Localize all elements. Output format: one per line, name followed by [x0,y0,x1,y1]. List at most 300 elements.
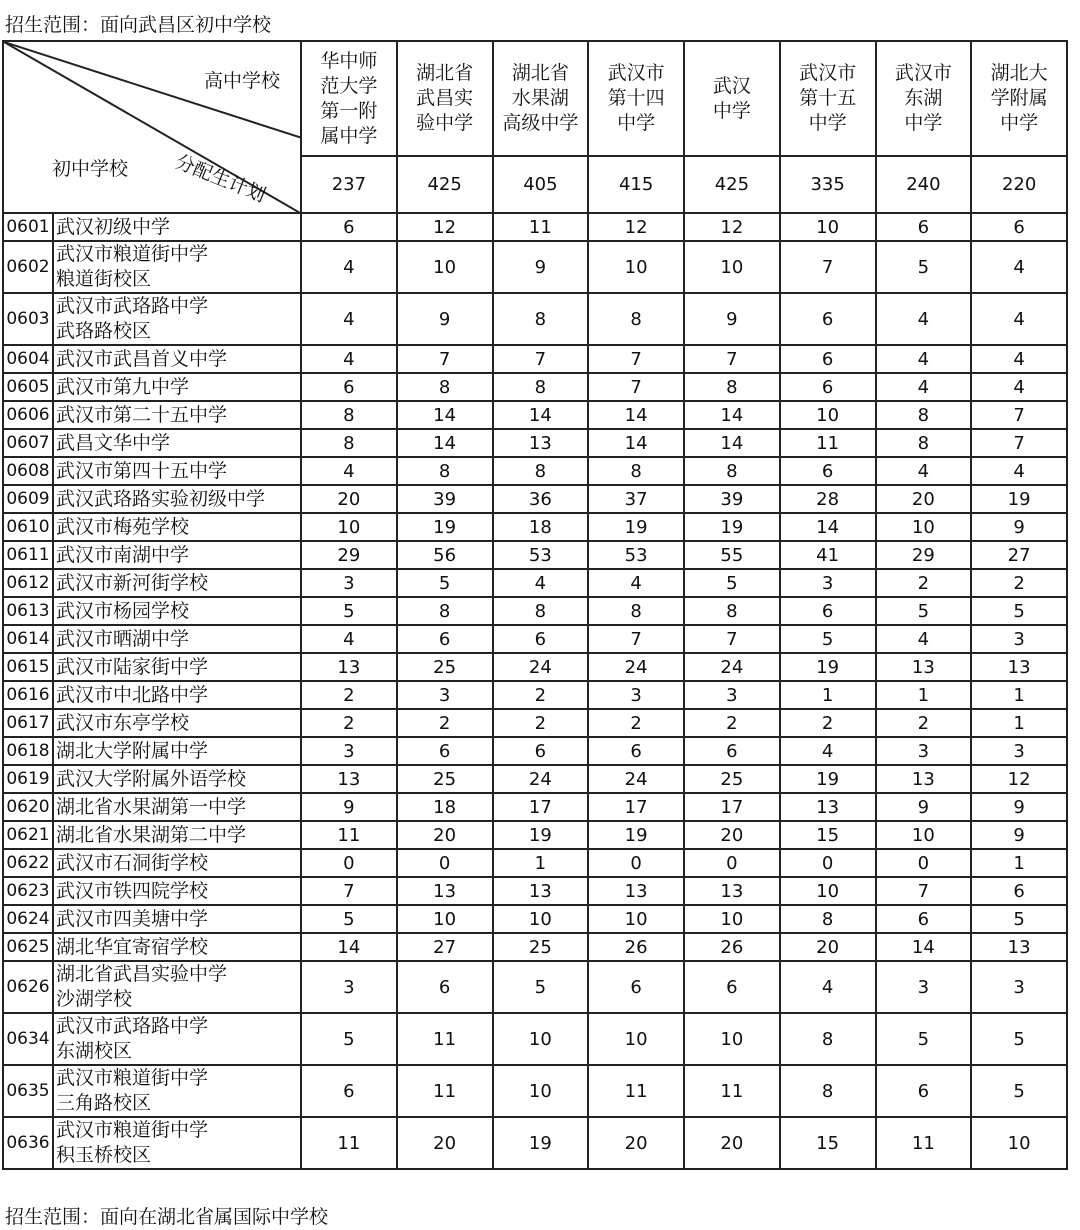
junior-school-name [53,293,301,345]
high-school-name-line: 武汉 [712,74,751,97]
quota-cell: 1 [971,709,1067,737]
quota-cell: 19 [588,513,684,541]
quota-cell: 25 [397,765,493,793]
quota-cell: 4 [876,293,972,345]
quota-cell: 8 [588,457,684,485]
table-row [3,821,1067,849]
school-code: 0614 [3,625,53,653]
quota-cell: 13 [588,877,684,905]
junior-school-name [53,213,301,241]
quota-cell: 6 [780,345,876,373]
quota-cell: 3 [876,961,972,1013]
table-row [3,293,1067,345]
table-row [3,961,1067,1013]
table-row [3,737,1067,765]
quota-cell: 2 [301,681,397,709]
quota-cell: 14 [684,429,780,457]
quota-cell: 10 [493,905,589,933]
quota-cell: 24 [588,653,684,681]
quota-cell: 19 [397,513,493,541]
high-school-quota: 405 [493,156,589,213]
school-code: 0605 [3,373,53,401]
quota-cell: 11 [588,1065,684,1117]
quota-cell: 25 [493,933,589,961]
quota-cell: 20 [397,821,493,849]
school-code: 0618 [3,737,53,765]
quota-cell: 1 [971,681,1067,709]
table-row [3,877,1067,905]
quota-cell: 4 [780,961,876,1013]
quota-cell: 7 [301,877,397,905]
table-row [3,513,1067,541]
high-school-quota: 425 [397,156,493,213]
junior-school-name [53,241,301,293]
quota-cell: 14 [493,401,589,429]
quota-cell: 3 [301,569,397,597]
quota-cell: 0 [684,849,780,877]
scope-caption-next: 招生范围：面向在湖北省属国际中学校 [5,1206,329,1228]
high-school-name-line: 华中师 [320,49,378,72]
junior-school-name-line: 武汉市粮道街中学 [56,1119,209,1141]
quota-cell: 27 [971,541,1067,569]
quota-cell: 2 [876,709,972,737]
high-school-quota: 415 [588,156,684,213]
junior-school-name-line: 武汉市武昌首义中学 [56,347,228,370]
school-code: 0619 [3,765,53,793]
quota-cell: 3 [971,625,1067,653]
table-row [3,541,1067,569]
quota-cell: 18 [493,513,589,541]
quota-cell: 6 [876,1065,972,1117]
high-school-quota: 335 [780,156,876,213]
junior-school-name [53,849,301,877]
quota-cell: 7 [684,345,780,373]
junior-school-name-line: 武汉市武珞路中学 [56,1015,209,1037]
quota-cell: 2 [780,709,876,737]
junior-school-name-line: 武汉市粮道街中学 [56,243,209,265]
school-code: 0604 [3,345,53,373]
high-school-name-line: 武昌实 [416,87,474,109]
quota-cell: 6 [301,213,397,241]
quota-cell: 4 [971,345,1067,373]
junior-school-name-line: 武珞路校区 [56,320,152,342]
quota-cell: 8 [684,457,780,485]
high-school-name-line: 湖北省 [511,62,569,84]
quota-cell: 2 [397,709,493,737]
quota-cell: 13 [301,653,397,681]
quota-cell: 7 [588,373,684,401]
junior-school-name [53,653,301,681]
high-school-name-line: 高级中学 [502,112,579,134]
quota-cell: 24 [493,653,589,681]
quota-cell: 19 [493,821,589,849]
school-code: 0620 [3,793,53,821]
school-code: 0606 [3,401,53,429]
quota-cell: 6 [971,877,1067,905]
quota-cell: 2 [684,709,780,737]
table-row [3,653,1067,681]
quota-cell: 4 [971,241,1067,293]
quota-cell: 6 [780,293,876,345]
table-row [3,1117,1067,1169]
quota-cell: 13 [397,877,493,905]
junior-school-name-line: 武汉市武珞路中学 [56,295,209,317]
quota-cell: 26 [684,933,780,961]
junior-school-name-line: 武汉市中北路中学 [56,683,209,706]
school-code: 0634 [3,1013,53,1065]
quota-cell: 5 [780,625,876,653]
school-code: 0617 [3,709,53,737]
quota-cell: 0 [301,849,397,877]
quota-cell: 14 [397,401,493,429]
quota-cell: 9 [397,293,493,345]
high-school-name-line: 湖北大 [990,62,1048,84]
quota-cell: 10 [397,241,493,293]
junior-school-name-line: 武汉市第四十五中学 [56,459,228,482]
high-school-name-line: 中学 [617,112,656,134]
high-school-name-line: 东湖 [904,87,943,109]
quota-cell: 2 [876,569,972,597]
quota-cell: 6 [588,961,684,1013]
table-row [3,793,1067,821]
school-code: 0613 [3,597,53,625]
quota-cell: 20 [588,1117,684,1169]
quota-cell: 20 [876,485,972,513]
quota-cell: 4 [971,373,1067,401]
junior-school-name [53,1065,301,1117]
quota-cell: 11 [397,1065,493,1117]
junior-school-name-line: 湖北华宜寄宿学校 [56,935,209,958]
junior-school-name-line: 武汉市第九中学 [56,375,190,398]
quota-cell: 7 [971,429,1067,457]
quota-cell: 7 [780,241,876,293]
table-row [3,1013,1067,1065]
quota-cell: 9 [971,513,1067,541]
quota-cell: 14 [588,429,684,457]
table-row [3,241,1067,293]
quota-cell: 3 [397,681,493,709]
high-school-header [684,41,780,156]
quota-cell: 17 [684,793,780,821]
junior-school-name-line: 三角路校区 [56,1092,152,1114]
quota-cell: 29 [301,541,397,569]
quota-cell: 18 [397,793,493,821]
junior-school-name [53,513,301,541]
quota-cell: 5 [301,597,397,625]
high-school-name-line: 中学 [712,99,751,122]
quota-cell: 4 [876,625,972,653]
high-school-name-line: 范大学 [320,74,378,97]
high-school-name-line: 中学 [808,112,847,134]
quota-cell: 7 [684,625,780,653]
quota-cell: 1 [493,849,589,877]
quota-cell: 7 [588,345,684,373]
high-school-name-line: 第一附 [320,99,378,122]
plan-axis-label: 分配生计划 [172,150,269,207]
junior-school-name [53,373,301,401]
quota-cell: 13 [493,877,589,905]
high-school-header [588,41,684,156]
corner-header-cell [3,41,301,213]
quota-cell: 2 [588,709,684,737]
high-school-name-line: 第十四 [607,87,665,109]
high-school-name-line: 武汉市 [894,62,952,84]
junior-school-name-line: 武汉市东亭学校 [56,711,190,734]
quota-cell: 10 [780,877,876,905]
quota-cell: 29 [876,541,972,569]
quota-cell: 17 [493,793,589,821]
junior-school-name [53,345,301,373]
table-row [3,429,1067,457]
quota-cell: 8 [780,905,876,933]
quota-cell: 26 [588,933,684,961]
quota-cell: 56 [397,541,493,569]
quota-cell: 4 [876,345,972,373]
high-school-axis-label: 高中学校 [203,70,280,92]
quota-cell: 53 [493,541,589,569]
quota-cell: 8 [493,373,589,401]
quota-cell: 3 [588,681,684,709]
quota-cell: 13 [876,653,972,681]
quota-cell: 24 [493,765,589,793]
quota-cell: 9 [493,241,589,293]
quota-cell: 12 [588,213,684,241]
quota-cell: 2 [971,569,1067,597]
junior-school-name-line: 武汉市石洞街学校 [56,851,209,874]
school-code: 0635 [3,1065,53,1117]
quota-cell: 11 [493,213,589,241]
quota-cell: 10 [684,905,780,933]
quota-cell: 11 [684,1065,780,1117]
quota-cell: 13 [971,933,1067,961]
junior-school-name [53,1013,301,1065]
junior-school-name-line: 湖北省武昌实验中学 [56,963,228,985]
high-school-quota: 220 [971,156,1067,213]
junior-school-name [53,765,301,793]
table-row [3,933,1067,961]
quota-cell: 10 [780,213,876,241]
quota-cell: 2 [493,709,589,737]
high-school-name-line: 武汉市 [799,62,857,84]
quota-cell: 28 [780,485,876,513]
quota-cell: 6 [493,625,589,653]
quota-cell: 8 [397,457,493,485]
table-row [3,457,1067,485]
high-school-name-line: 学附属 [990,87,1048,109]
junior-school-name-line: 积玉桥校区 [56,1144,152,1166]
junior-school-name-line: 湖北省水果湖第一中学 [56,795,247,818]
quota-cell: 2 [493,681,589,709]
quota-cell: 6 [684,961,780,1013]
quota-cell: 4 [301,293,397,345]
high-school-name-line: 中学 [904,112,943,134]
quota-cell: 13 [876,765,972,793]
quota-cell: 8 [493,293,589,345]
junior-school-name [53,821,301,849]
quota-cell: 39 [684,485,780,513]
junior-school-name [53,681,301,709]
quota-cell: 6 [397,737,493,765]
table-row [3,401,1067,429]
high-school-header [780,41,876,156]
quota-cell: 19 [588,821,684,849]
quota-cell: 5 [876,241,972,293]
high-school-header [493,41,589,156]
quota-cell: 0 [780,849,876,877]
school-code: 0615 [3,653,53,681]
quota-cell: 4 [780,737,876,765]
school-code: 0612 [3,569,53,597]
junior-school-name [53,905,301,933]
quota-cell: 8 [301,401,397,429]
quota-cell: 4 [493,569,589,597]
quota-cell: 9 [876,793,972,821]
quota-cell: 6 [780,457,876,485]
quota-cell: 3 [301,737,397,765]
quota-cell: 13 [780,793,876,821]
quota-cell: 9 [971,821,1067,849]
quota-cell: 25 [684,765,780,793]
quota-cell: 27 [397,933,493,961]
allocation-table [2,40,1068,1170]
quota-cell: 11 [301,1117,397,1169]
quota-cell: 4 [876,373,972,401]
table-row [3,597,1067,625]
quota-cell: 3 [684,681,780,709]
quota-cell: 39 [397,485,493,513]
junior-school-name [53,1117,301,1169]
quota-cell: 4 [301,241,397,293]
quota-cell: 2 [301,709,397,737]
quota-cell: 13 [684,877,780,905]
junior-school-name [53,401,301,429]
quota-cell: 9 [971,793,1067,821]
junior-school-name-line: 武汉市杨园学校 [56,599,190,622]
quota-cell: 4 [971,293,1067,345]
quota-cell: 14 [397,429,493,457]
junior-school-name [53,625,301,653]
school-code: 0622 [3,849,53,877]
table-row [3,345,1067,373]
quota-cell: 6 [971,213,1067,241]
table-row [3,1065,1067,1117]
junior-school-name [53,709,301,737]
table-row [3,625,1067,653]
junior-school-name [53,457,301,485]
junior-school-name-line: 武汉大学附属外语学校 [56,767,247,790]
quota-cell: 4 [971,457,1067,485]
quota-cell: 10 [588,905,684,933]
table-row [3,709,1067,737]
quota-cell: 8 [876,429,972,457]
quota-cell: 19 [971,485,1067,513]
quota-cell: 10 [876,821,972,849]
quota-cell: 12 [684,213,780,241]
high-school-name-line: 验中学 [416,112,474,134]
quota-cell: 6 [876,213,972,241]
quota-cell: 6 [780,373,876,401]
quota-cell: 0 [876,849,972,877]
quota-cell: 25 [397,653,493,681]
school-code: 0607 [3,429,53,457]
quota-cell: 5 [971,905,1067,933]
quota-cell: 11 [397,1013,493,1065]
quota-cell: 8 [397,597,493,625]
high-school-name-line: 中学 [1000,112,1039,134]
quota-cell: 36 [493,485,589,513]
quota-cell: 1 [780,681,876,709]
quota-cell: 0 [397,849,493,877]
table-row [3,373,1067,401]
high-school-name-line: 湖北省 [416,62,474,84]
quota-cell: 8 [876,401,972,429]
quota-cell: 9 [684,293,780,345]
quota-cell: 5 [971,1013,1067,1065]
quota-cell: 6 [301,373,397,401]
quota-cell: 8 [684,597,780,625]
high-school-header [876,41,972,156]
junior-school-name-line: 武汉市晒湖中学 [56,627,190,650]
junior-school-name-line: 武汉市第二十五中学 [56,403,228,426]
quota-cell: 19 [684,513,780,541]
school-code: 0625 [3,933,53,961]
quota-cell: 10 [588,1013,684,1065]
quota-cell: 4 [301,625,397,653]
quota-cell: 37 [588,485,684,513]
quota-cell: 3 [971,737,1067,765]
table-row [3,849,1067,877]
quota-cell: 8 [493,457,589,485]
quota-cell: 14 [780,513,876,541]
quota-cell: 11 [780,429,876,457]
school-code: 0636 [3,1117,53,1169]
quota-cell: 6 [397,625,493,653]
quota-cell: 41 [780,541,876,569]
quota-cell: 14 [588,401,684,429]
school-code: 0610 [3,513,53,541]
junior-school-name-line: 武汉市陆家街中学 [56,655,209,678]
quota-cell: 5 [876,597,972,625]
quota-cell: 5 [397,569,493,597]
quota-cell: 10 [493,1013,589,1065]
table-row [3,765,1067,793]
quota-cell: 6 [876,905,972,933]
quota-cell: 6 [588,737,684,765]
quota-cell: 7 [397,345,493,373]
school-code: 0626 [3,961,53,1013]
high-school-quota: 425 [684,156,780,213]
school-code: 0611 [3,541,53,569]
quota-cell: 20 [397,1117,493,1169]
junior-school-name [53,877,301,905]
quota-cell: 5 [301,1013,397,1065]
quota-cell: 13 [301,765,397,793]
quota-cell: 8 [684,373,780,401]
junior-school-name-line: 武汉市新河街学校 [56,571,209,594]
junior-school-name-line: 武汉市南湖中学 [56,543,190,566]
quota-cell: 55 [684,541,780,569]
scope-caption: 招生范围：面向武昌区初中学校 [5,14,272,36]
quota-cell: 10 [684,241,780,293]
quota-cell: 10 [588,241,684,293]
quota-cell: 6 [397,961,493,1013]
quota-cell: 6 [684,737,780,765]
quota-cell: 10 [780,401,876,429]
quota-cell: 4 [588,569,684,597]
junior-school-name-line: 东湖校区 [56,1040,133,1062]
high-school-name-line: 武汉市 [607,62,665,84]
school-code: 0602 [3,241,53,293]
